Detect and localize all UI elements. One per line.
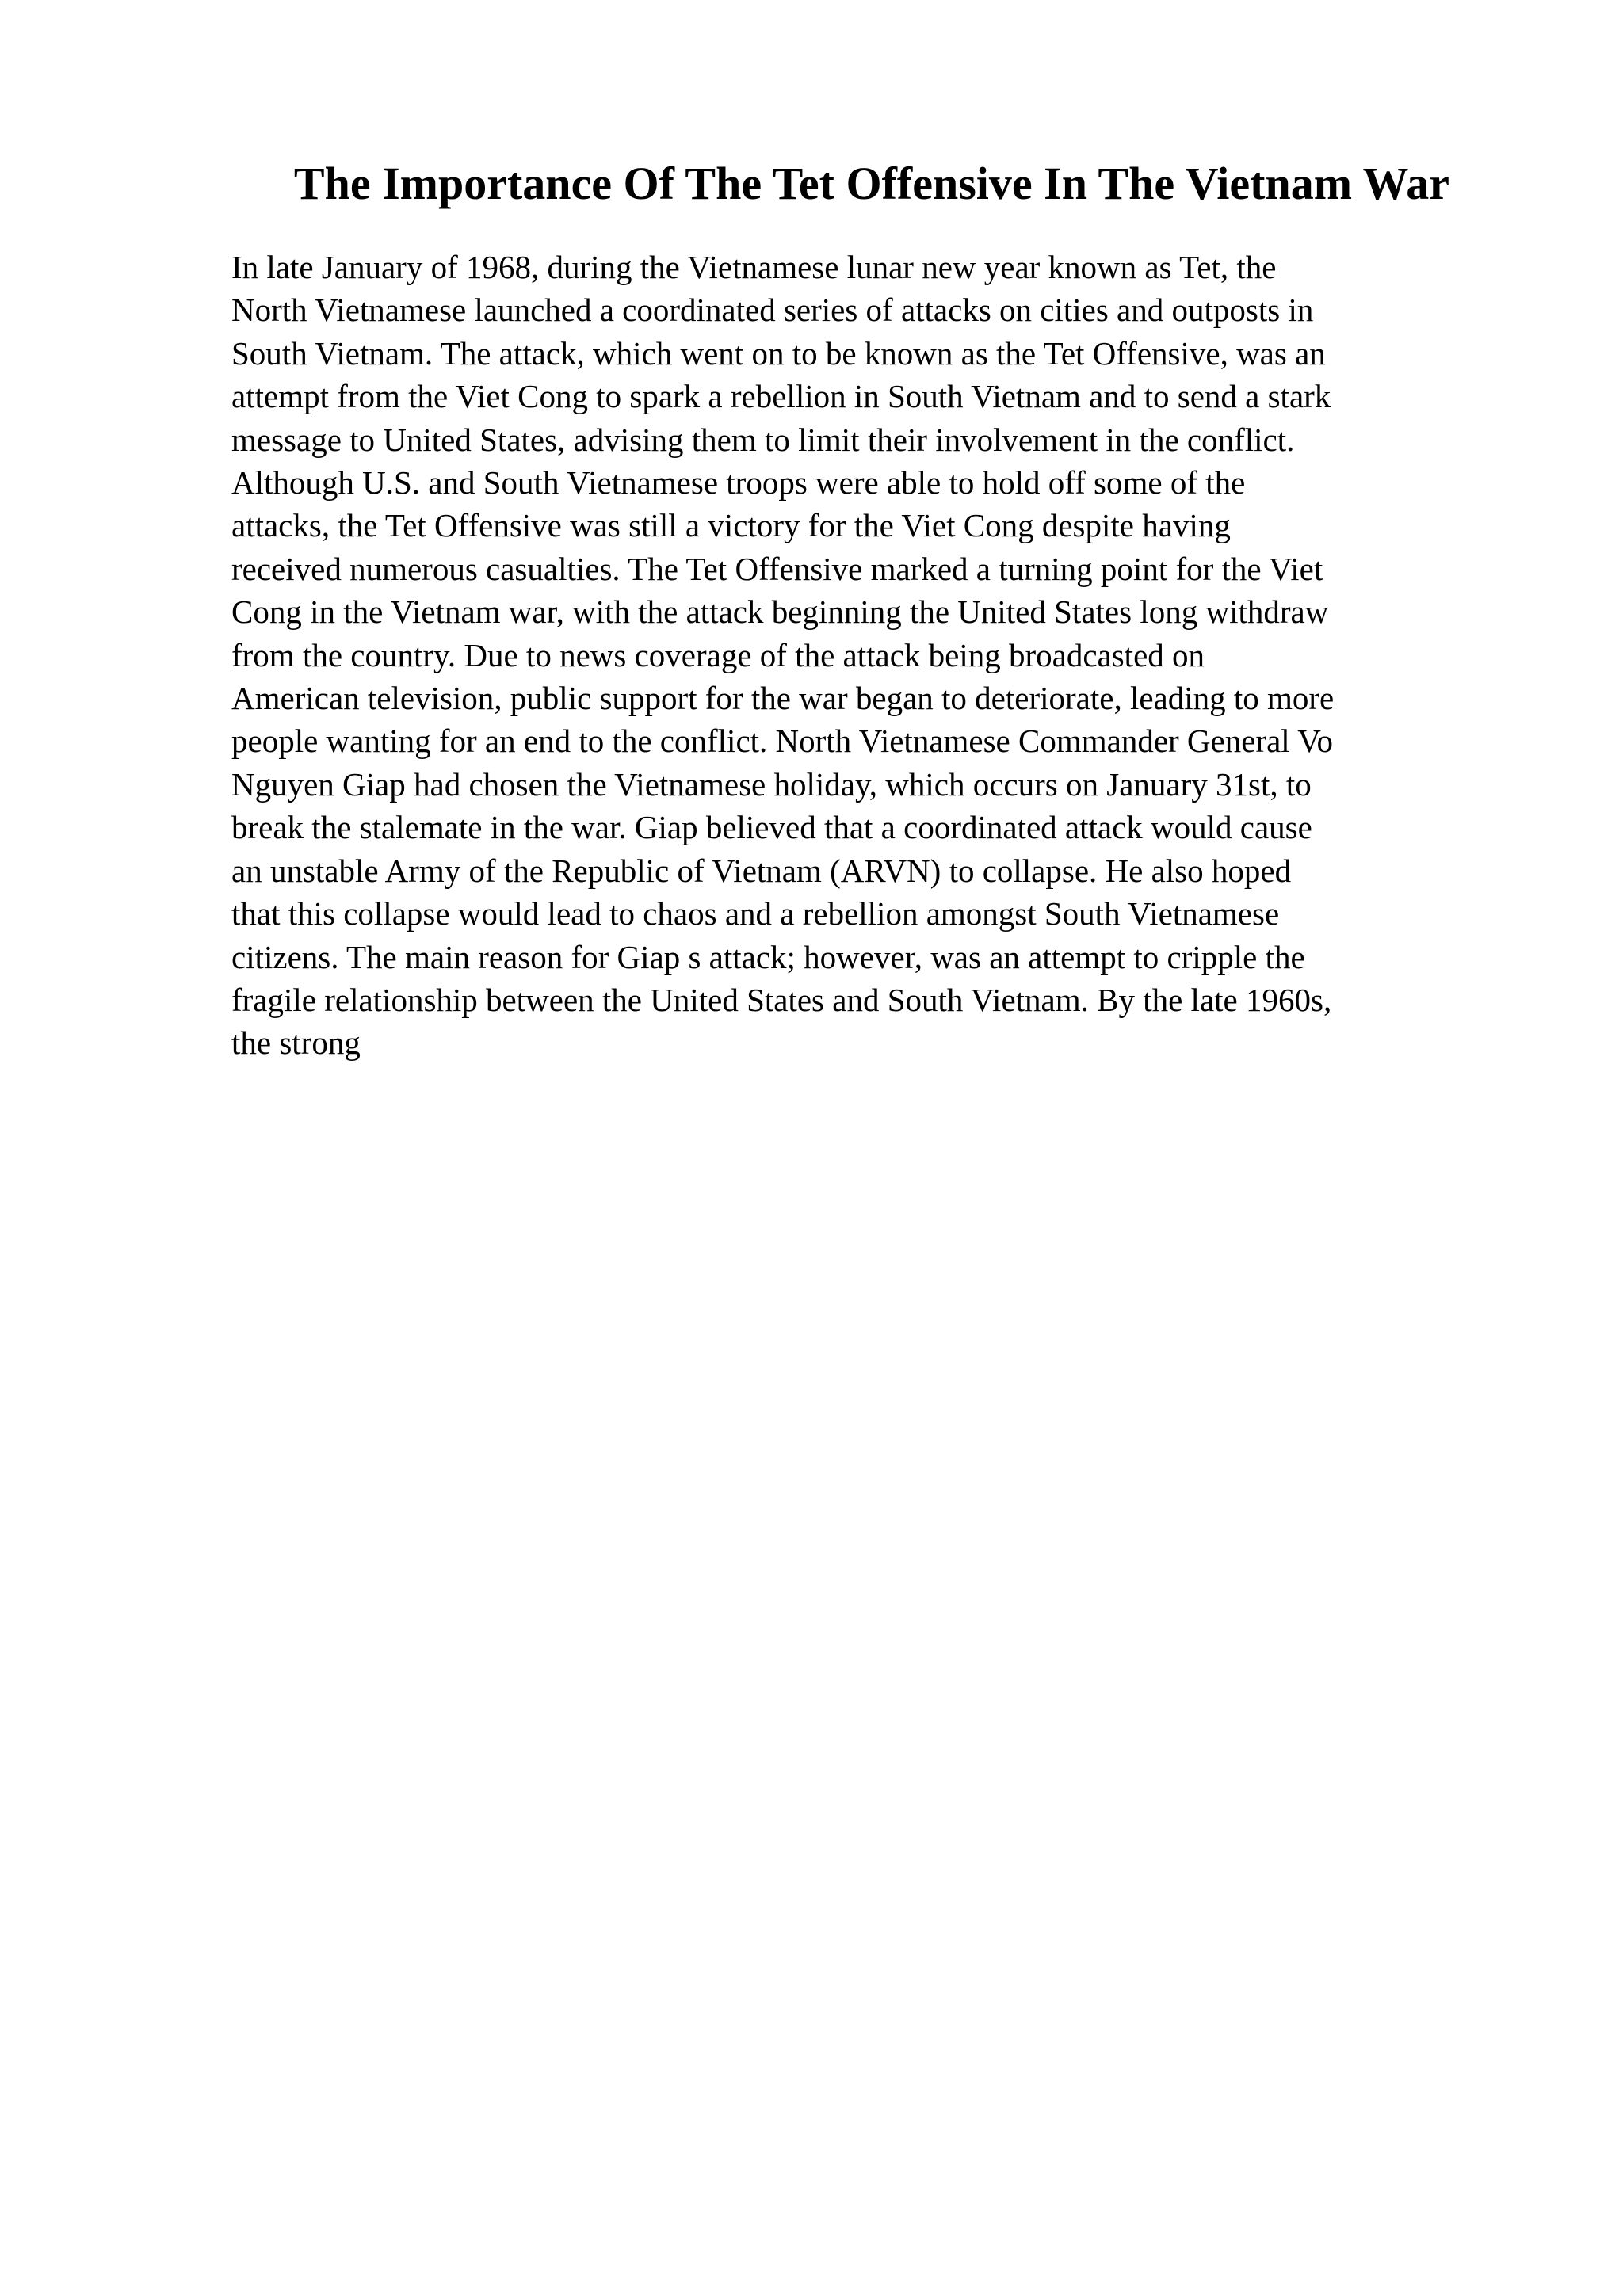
text-line: people wanting for an end to the conflict. North Vietnamese Commander General Vo	[231, 723, 1334, 760]
text-line: South Vietnam. The attack, which went on to be known as the Tet Offensive, was an	[231, 334, 1326, 372]
text-line: attacks, the Tet Offensive was still a victory for the Viet Cong despite having	[231, 507, 1231, 544]
document-title: The Importance Of The Tet Offensive In The Vietnam War	[293, 158, 1450, 209]
text-line: from the country. Due to news coverage of the attack being broadcasted on	[231, 636, 1205, 673]
text-line: an unstable Army of the Republic of Vietnam (ARVN) to collapse. He also hoped	[231, 852, 1292, 889]
text-line: received numerous casualties. The Tet Offensive marked a turning point for the Viet	[231, 550, 1323, 587]
text-line: In late January of 1968, during the Vietnamese lunar new year known as Tet, the	[231, 249, 1277, 285]
text-line: attempt from the Viet Cong to spark a rebellion in South Vietnam and to send a stark	[231, 378, 1331, 415]
text-line: the strong	[231, 1024, 361, 1062]
text-line: break the stalemate in the war. Giap believed that a coordinated attack would cause	[231, 809, 1312, 846]
text-line: that this collapse would lead to chaos and a rebellion amongst South Vietnamese	[231, 895, 1280, 933]
body-paragraph	[231, 246, 1499, 1065]
text-line: message to United States, advising them to limit their involvement in the conflict.	[231, 421, 1295, 458]
text-line: Although U.S. and South Vietnamese troops were able to hold off some of the	[231, 464, 1246, 502]
text-line: North Vietnamese launched a coordinated series of attacks on cities and outposts in	[231, 292, 1314, 329]
text-line: Nguyen Giap had chosen the Vietnamese holiday, which occurs on January 31st, to	[231, 765, 1312, 803]
text-line: fragile relationship between the United States and South Vietnam. By the late 1960s,	[231, 981, 1332, 1018]
text-line: citizens. The main reason for Giap s attack; however, was an attempt to cripple the	[231, 938, 1305, 975]
text-line: American television, public support for the war began to deteriorate, leading to more	[231, 680, 1335, 717]
text-line: Cong in the Vietnam war, with the attack beginning the United States long withdraw	[231, 593, 1329, 631]
